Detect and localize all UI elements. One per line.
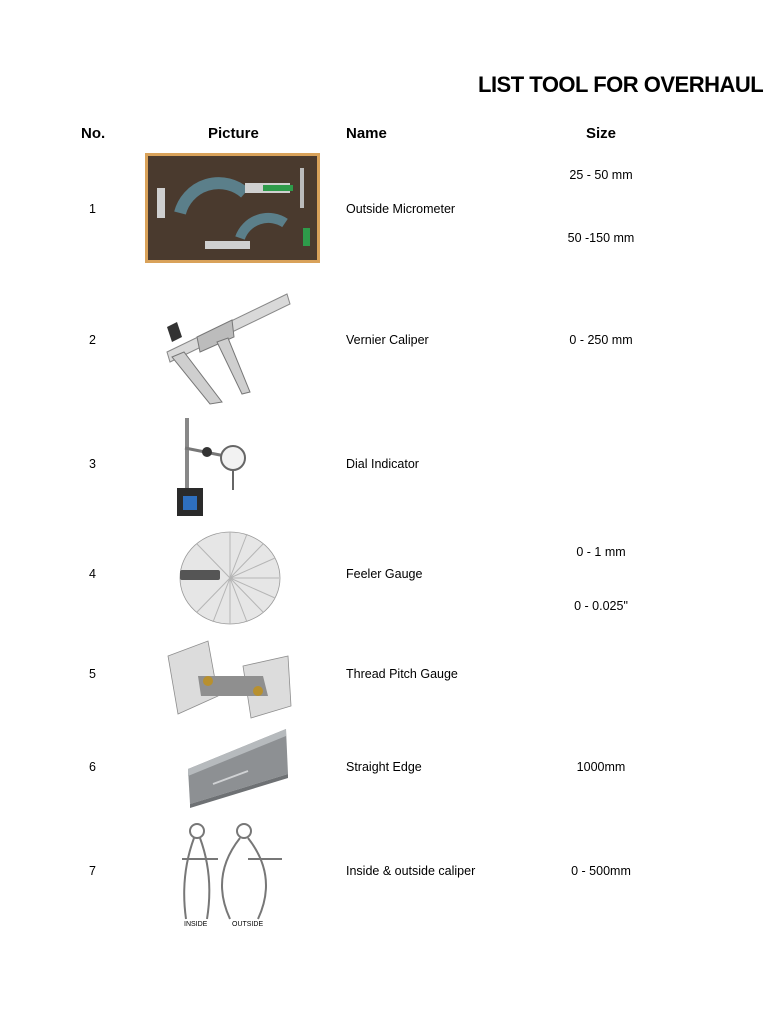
tool-size: 0 - 250 mm (569, 333, 633, 347)
micrometer-set-icon (145, 153, 320, 263)
vernier-caliper-icon (162, 282, 292, 407)
page-title: LIST TOOL FOR OVERHAUL (478, 72, 764, 97)
tool-name: Feeler Gauge (346, 567, 423, 581)
tool-name: Inside & outside caliper (346, 864, 476, 878)
straight-edge-icon (168, 724, 290, 809)
tool-size: 0 - 0.025" (574, 599, 628, 613)
dial-indicator-icon (165, 418, 255, 518)
tool-size: 0 - 1 mm (576, 545, 626, 559)
feeler-gauge-icon (175, 528, 285, 628)
tool-size: 0 - 500mm (571, 864, 631, 878)
tool-name: Dial Indicator (346, 457, 419, 471)
row-number: 3 (89, 457, 96, 471)
row-number: 1 (89, 202, 96, 216)
tool-name: Vernier Caliper (346, 333, 429, 347)
spring-caliper-icon (172, 821, 284, 929)
tool-size: 25 - 50 mm (569, 168, 633, 182)
tool-size: 50 -150 mm (567, 231, 635, 245)
tool-size: 1000mm (576, 760, 626, 774)
tool-name: Outside Micrometer (346, 202, 456, 216)
outside-label: OUTSIDE (232, 921, 264, 928)
tool-name: Thread Pitch Gauge (346, 667, 458, 681)
header-picture: Picture (208, 125, 259, 142)
header-no: No. (81, 125, 106, 142)
row-number: 6 (89, 760, 96, 774)
thread-pitch-gauge-icon (163, 636, 295, 721)
header-name: Name (346, 125, 387, 142)
tool-name: Straight Edge (346, 760, 422, 774)
row-number: 7 (89, 864, 96, 878)
row-number: 4 (89, 567, 96, 581)
row-number: 2 (89, 333, 96, 347)
header-size: Size (586, 125, 617, 142)
row-number: 5 (89, 667, 96, 681)
inside-label: INSIDE (184, 921, 208, 928)
